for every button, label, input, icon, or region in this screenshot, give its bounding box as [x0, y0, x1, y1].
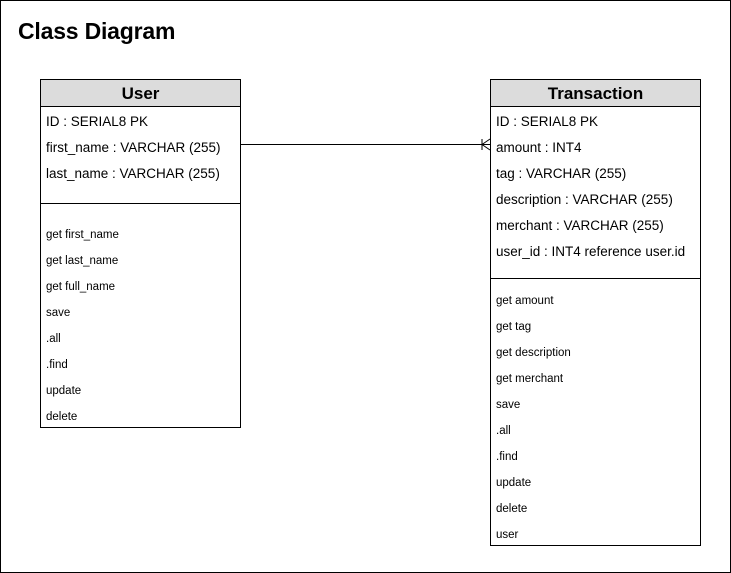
class-user-name: User — [41, 80, 240, 107]
attribute: description : VARCHAR (255) — [496, 192, 673, 207]
method: save — [46, 307, 71, 319]
method: get amount — [496, 295, 554, 307]
crows-foot-prong-top — [482, 139, 490, 145]
class-transaction-name: Transaction — [491, 80, 700, 107]
crows-foot-prong-bottom — [482, 145, 490, 151]
attribute: amount : INT4 — [496, 140, 582, 155]
method: user — [496, 529, 519, 541]
method: .all — [496, 425, 511, 437]
method: get first_name — [46, 229, 119, 241]
method: delete — [46, 411, 78, 423]
method: update — [46, 385, 82, 397]
method: get merchant — [496, 373, 564, 385]
method: delete — [496, 503, 528, 515]
attribute: first_name : VARCHAR (255) — [46, 140, 221, 155]
attribute: ID : SERIAL8 PK — [46, 114, 149, 129]
method: get tag — [496, 321, 532, 333]
method: get description — [496, 347, 571, 359]
attribute: tag : VARCHAR (255) — [496, 166, 627, 181]
method: update — [496, 477, 532, 489]
method: .find — [46, 359, 68, 371]
method: save — [496, 399, 521, 411]
attribute: merchant : VARCHAR (255) — [496, 218, 664, 233]
attribute: user_id : INT4 reference user.id — [496, 244, 686, 259]
method: .find — [496, 451, 518, 463]
method: get last_name — [46, 255, 119, 267]
method: get full_name — [46, 281, 116, 293]
method: .all — [46, 333, 61, 345]
attribute: ID : SERIAL8 PK — [496, 114, 599, 129]
diagram-title: Class Diagram — [18, 18, 176, 44]
attribute: last_name : VARCHAR (255) — [46, 166, 220, 181]
